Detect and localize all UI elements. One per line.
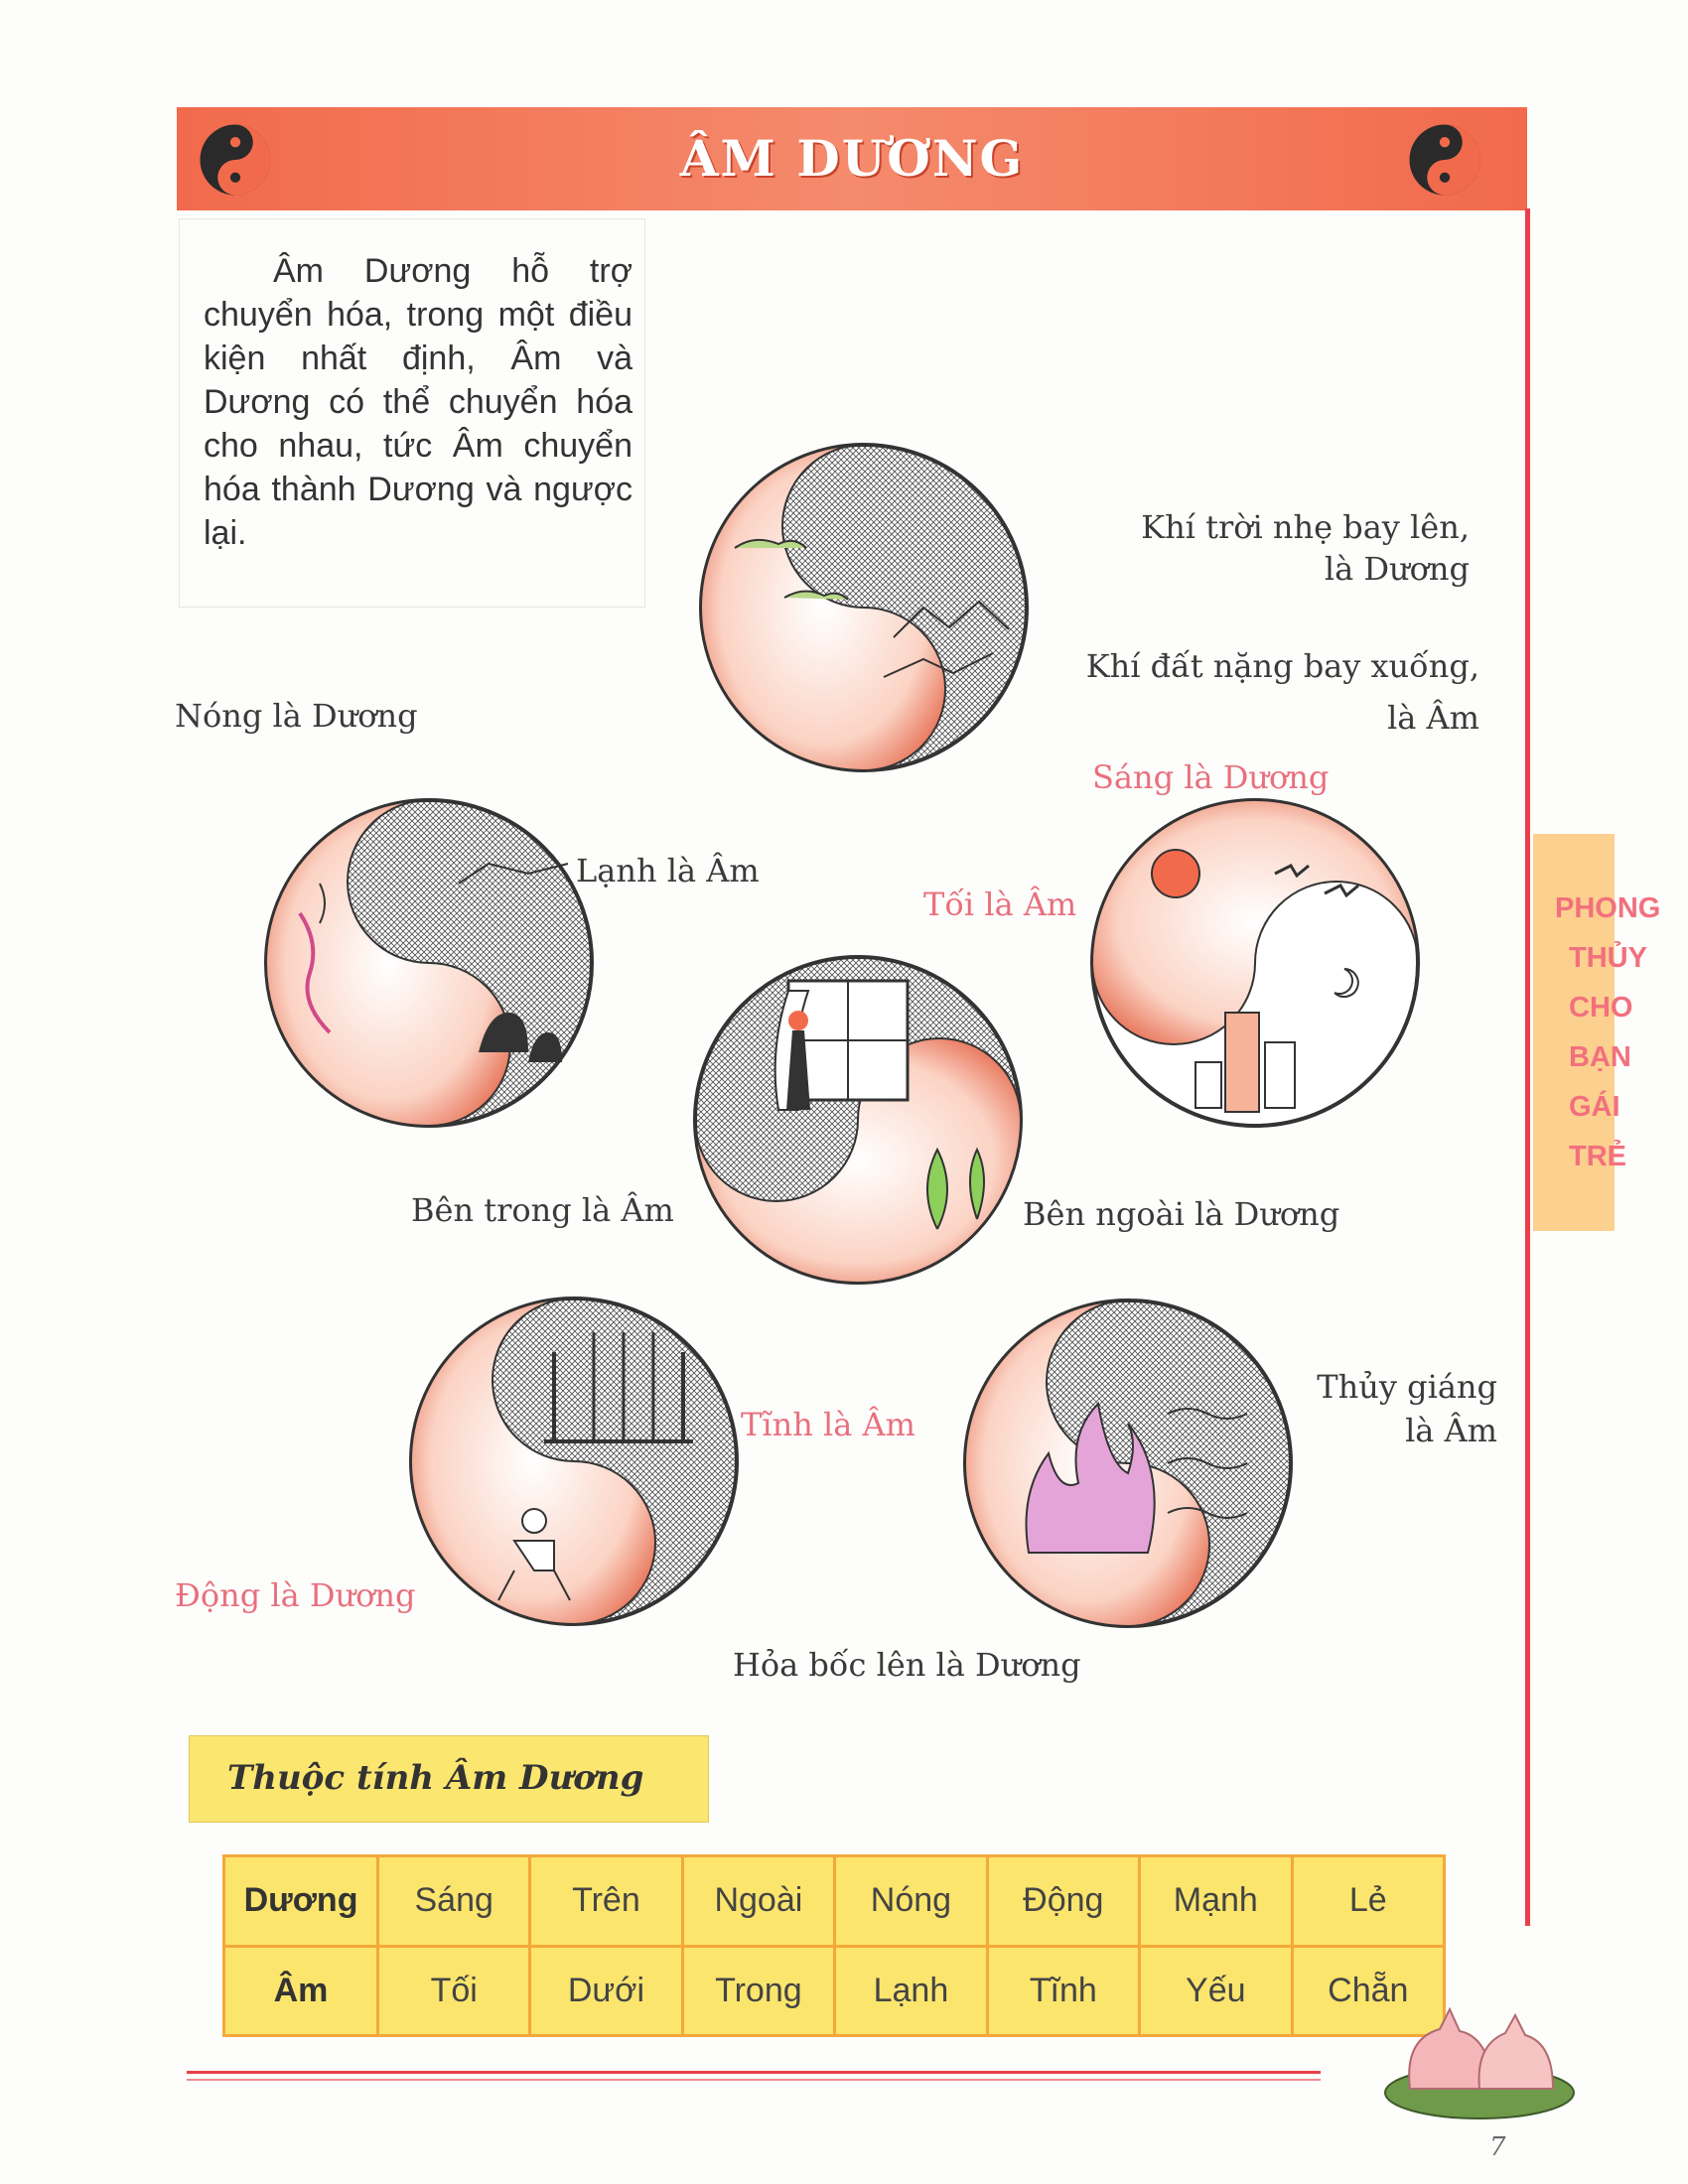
side-tab-line: GÁI [1569,1091,1620,1123]
label-moving: Động là Dương [175,1576,416,1614]
table-cell: Dương [224,1856,378,1947]
side-tab-line: CHO [1569,992,1633,1024]
table-cell: Trên [530,1856,682,1947]
table-cell: Chẵn [1292,1946,1444,2036]
yin-yang-icon [1408,123,1481,197]
table-row [224,1856,1445,1947]
table-cell: Dưới [530,1946,682,2036]
label-water-line1: Thủy giáng [1317,1368,1497,1406]
table-cell: Trong [682,1946,835,2036]
table-cell: Động [987,1856,1139,1947]
label-inside: Bên trong là Âm [411,1191,674,1229]
table-cell: Tối [378,1946,530,2036]
table-cell: Sáng [378,1856,530,1947]
right-divider [1525,208,1530,1926]
label-bright: Sáng là Dương [1092,758,1330,796]
side-tab [1533,834,1661,1231]
table-row [224,1946,1445,2036]
label-sky-line2: là Dương [1324,550,1470,588]
table-cell: Mạnh [1140,1856,1293,1947]
intro-text: Âm Dương hỗ trợ chuyển hóa, trong một điều kiện nhất định, Âm và Dương có thể chuyển hóa cho nhau, tức Âm chuyển hóa thành Dương và ngược lại. [204,252,633,552]
attributes-title: Thuộc tính Âm Dương [227,1758,644,1798]
yin-yang-circle-sky-earth [695,439,1033,776]
label-outside: Bên ngoài là Dương [1023,1195,1340,1233]
label-sky-line1: Khí trời nhẹ bay lên, [1141,508,1470,546]
table-cell: Ngoài [682,1856,835,1947]
side-tab-line: PHONG [1555,892,1661,924]
table-cell: Lạnh [835,1946,987,2036]
yin-yang-circle-inside-outside [689,951,1027,1289]
header-banner [177,107,1527,210]
page-number: 7 [1489,2132,1506,2162]
label-still: Tĩnh là Âm [741,1406,915,1443]
label-cold: Lạnh là Âm [576,852,760,889]
table-cell: Nóng [835,1856,987,1947]
yin-yang-circle-fire-water [959,1295,1297,1632]
attributes-table [222,1854,1446,2037]
yin-yang-circle-hot-cold [260,794,598,1132]
yin-yang-circle-still-moving [405,1293,743,1630]
side-tab-line: THỦY [1569,942,1647,974]
table-cell: Âm [224,1946,378,2036]
table-cell: Yếu [1140,1946,1293,2036]
label-hot: Nóng là Dương [175,697,418,735]
yin-yang-circle-bright-dark [1086,794,1424,1132]
page-title: ÂM DƯƠNG [679,129,1025,188]
label-earth-line1: Khí đất nặng bay xuống, [1085,647,1479,685]
side-tab-line: TRẺ [1569,1141,1626,1172]
footer-rule [187,2071,1321,2074]
label-water-line2: là Âm [1405,1412,1497,1449]
table-cell: Tĩnh [987,1946,1139,2036]
figurine-image [1370,1993,1579,2122]
attributes-title-box [189,1735,709,1823]
intro-box [179,218,645,608]
table-cell: Lẻ [1292,1856,1444,1947]
label-earth-line2: là Âm [1387,699,1479,737]
footer-rule [187,2079,1321,2081]
label-dark: Tối là Âm [923,886,1077,923]
label-fire: Hỏa bốc lên là Dương [733,1646,1081,1684]
side-tab-line: BẠN [1569,1041,1631,1073]
